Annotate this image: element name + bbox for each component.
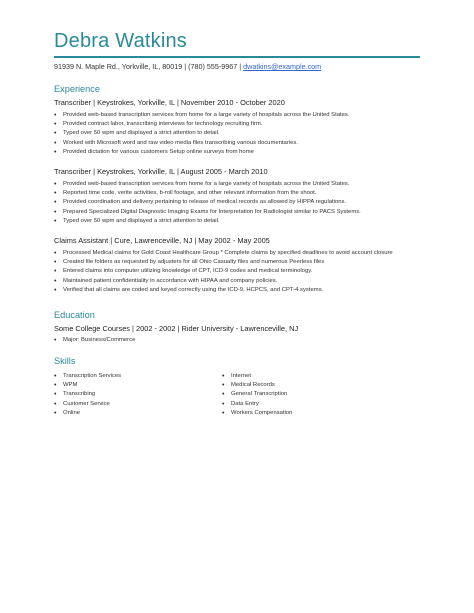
list-item: • Major: Business/Commerce bbox=[54, 336, 135, 345]
list-item: • Worked with Microsoft word and raw video media files transcribing various documentaries. bbox=[54, 139, 349, 148]
skills-section-title: Skills bbox=[54, 356, 76, 366]
list-item: • Prepared Specialized Digital Diagnostic Imaging Exams for Interpretation for Radiologist similar to PACS Systems. bbox=[54, 208, 361, 217]
education-heading: Some College Courses | 2002 - 2002 | Rider University - Lawrenceville, NJ bbox=[54, 324, 299, 333]
skill-item: • Online bbox=[54, 409, 121, 418]
list-item: • Provided coordination and delivery pertaining to release of medical records as allowed by HIPPA regulations. bbox=[54, 198, 361, 207]
education-bullets bbox=[54, 336, 135, 345]
job-bullets bbox=[54, 180, 361, 226]
experience-section-title: Experience bbox=[54, 84, 100, 94]
list-item: • Typed over 50 wpm and displayed a strict attention to detail. bbox=[54, 129, 349, 138]
skill-item: • Data Entry bbox=[222, 400, 292, 409]
candidate-name: Debra Watkins bbox=[54, 30, 188, 52]
list-item: • Created file folders as requested by adjusters for all Ohio Casualty files and numerous Peerless files bbox=[54, 258, 393, 267]
list-item: • Provided contract labor, transcribing interviews for technology recruiting firm. bbox=[54, 120, 349, 129]
list-item: • Entered claims into computer utilizing knowledge of CPT, ICD-9 codes and medical terminology. bbox=[54, 267, 393, 276]
contact-details: 91939 N. Maple Rd., Yorkville, IL, 80019 | (780) 555-9967 | bbox=[54, 62, 242, 71]
list-item: • Typed over 50 wpm and displayed a strict attention to detail. bbox=[54, 217, 361, 226]
header-divider bbox=[54, 56, 420, 58]
list-item: • Provided web-based transcription services from home for a large variety of hospitals across the United States. bbox=[54, 180, 361, 189]
skills-list-right bbox=[222, 372, 292, 418]
list-item: • Processed Medical claims for Gold Coast Healthcare Group * Complete claims by specified deadlines to avoid account closure bbox=[54, 249, 393, 258]
job-bullets bbox=[54, 111, 349, 157]
list-item: • Reported time code, verite activities, b-roll footage, and other relevant information from the shoot. bbox=[54, 189, 361, 198]
job-heading: Transcriber | Keystrokes, Yorkville, IL | November 2010 - October 2020 bbox=[54, 98, 285, 107]
job-bullets bbox=[54, 249, 393, 295]
skill-item: • Transcription Services bbox=[54, 372, 121, 381]
list-item: • Maintained patient confidentiality in accordance with HIPAA and company policies. bbox=[54, 277, 393, 286]
contact-line bbox=[54, 62, 321, 71]
job-heading: Claims Assistant | Cure, Lawrenceville, NJ | May 2002 - May 2005 bbox=[54, 236, 270, 245]
list-item: • Provided dictation for various customers Setup online surveys from home bbox=[54, 148, 349, 157]
skill-item: • Transcribing bbox=[54, 390, 121, 399]
skill-item: • General Transcription bbox=[222, 390, 292, 399]
education-section-title: Education bbox=[54, 310, 95, 320]
email-link[interactable]: dwatkins@example.com bbox=[243, 62, 322, 71]
job-heading: Transcriber | Keystrokes, Yorkville, IL | August 2005 - March 2010 bbox=[54, 167, 268, 176]
list-item: • Verified that all claims are coded and keyed correctly using the ICD-9, HCPCS, and CPT-4 systems. bbox=[54, 286, 393, 295]
skill-item: • Medical Records bbox=[222, 381, 292, 390]
skills-list-left bbox=[54, 372, 121, 418]
list-item: • Provided web-based transcription services from home for a large variety of hospitals across the United States. bbox=[54, 111, 349, 120]
skill-item: • Internet bbox=[222, 372, 292, 381]
skill-item: • Customer Service bbox=[54, 400, 121, 409]
skill-item: • Workers Compensation bbox=[222, 409, 292, 418]
skill-item: • WPM bbox=[54, 381, 121, 390]
